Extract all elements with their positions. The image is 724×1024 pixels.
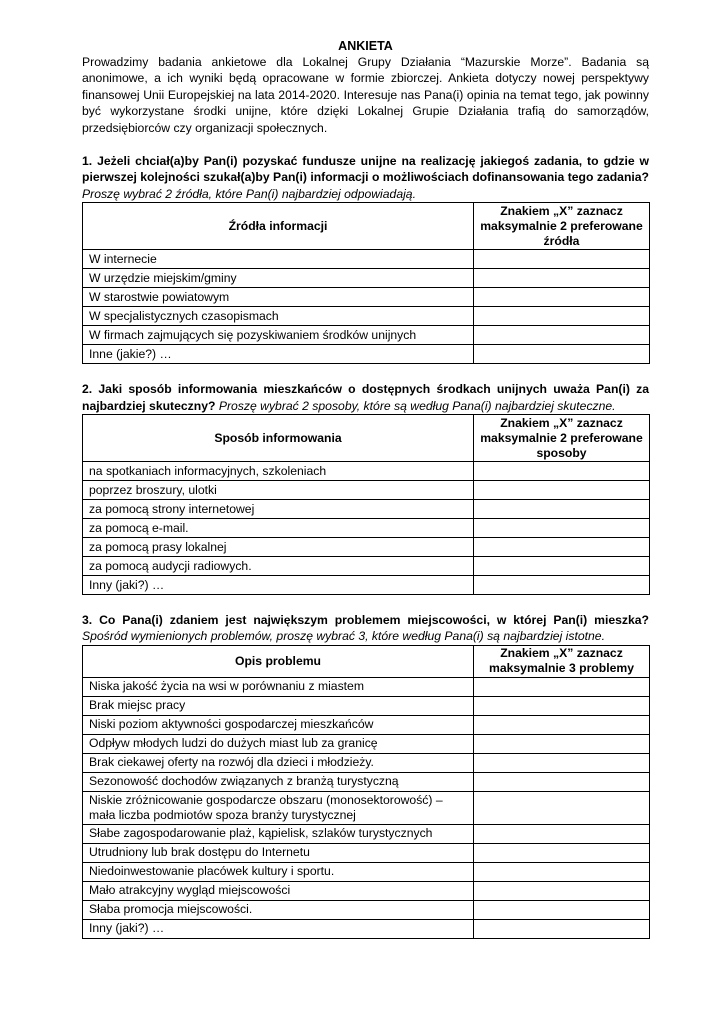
question-1-table — [82, 202, 650, 364]
table-row — [83, 288, 650, 307]
table-row — [83, 326, 650, 345]
table-row — [83, 538, 650, 557]
q2-option-label: za pomocą prasy lokalnej — [83, 538, 474, 557]
q3-option-label: Sezonowość dochodów związanych z branżą turystyczną — [83, 772, 474, 791]
q3-option-checkbox[interactable] — [474, 791, 650, 824]
q1-option-checkbox[interactable] — [474, 250, 650, 269]
q2-option-label: za pomocą e-mail. — [83, 519, 474, 538]
question-3-text: 3. Co Pana(i) zdaniem jest największym problemem miejscowości, w której Pan(i) mieszka? — [82, 613, 649, 628]
q3-option-checkbox[interactable] — [474, 677, 650, 696]
q3-option-label: Słaba promocja miejscowości. — [83, 900, 474, 919]
table-row — [83, 696, 650, 715]
q3-header-problem: Opis problemu — [83, 645, 474, 677]
q1-option-label: Inne (jakie?) … — [83, 345, 474, 364]
q3-option-label: Utrudniony lub brak dostępu do Internetu — [83, 843, 474, 862]
q2-option-label: Inny (jaki?) … — [83, 576, 474, 595]
q3-option-label: Niski poziom aktywności gospodarczej mieszkańców — [83, 715, 474, 734]
q3-option-label: Brak miejsc pracy — [83, 696, 474, 715]
q1-option-label: W specjalistycznych czasopismach — [83, 307, 474, 326]
q2-option-checkbox[interactable] — [474, 538, 650, 557]
question-1-instruction: Proszę wybrać 2 źródła, które Pan(i) najbardziej odpowiadają. — [82, 186, 416, 201]
question-3 — [82, 612, 649, 645]
q1-header-mark: Znakiem „X” zaznacz maksymalnie 2 preferowane źródła — [474, 203, 650, 250]
q3-option-label: Brak ciekawej oferty na rozwój dla dzieci i młodzieży. — [83, 753, 474, 772]
table-row — [83, 862, 650, 881]
q2-option-checkbox[interactable] — [474, 519, 650, 538]
q2-header-mark: Znakiem „X” zaznacz maksymalnie 2 preferowane sposoby — [474, 415, 650, 462]
table-row — [83, 919, 650, 938]
table-row — [83, 843, 650, 862]
q3-option-checkbox[interactable] — [474, 843, 650, 862]
question-2 — [82, 381, 649, 414]
table-row — [83, 881, 650, 900]
q3-option-checkbox[interactable] — [474, 862, 650, 881]
q3-option-label: Niska jakość życia na wsi w porównaniu z miastem — [83, 677, 474, 696]
table-row — [83, 269, 650, 288]
table-row — [83, 900, 650, 919]
q3-option-checkbox[interactable] — [474, 715, 650, 734]
q3-option-checkbox[interactable] — [474, 696, 650, 715]
q3-option-label: Inny (jaki?) … — [83, 919, 474, 938]
q3-option-label: Niskie zróżnicowanie gospodarcze obszaru (monosektorowość) – mała liczba podmiotów spoza branży turystycznej — [83, 791, 474, 824]
table-row — [83, 576, 650, 595]
page-title: ANKIETA — [338, 39, 393, 53]
q3-option-checkbox[interactable] — [474, 919, 650, 938]
q2-option-label: poprzez broszury, ulotki — [83, 481, 474, 500]
survey-page — [82, 38, 649, 939]
q3-option-checkbox[interactable] — [474, 753, 650, 772]
q3-option-label: Słabe zagospodarowanie plaż, kąpielisk, szlaków turystycznych — [83, 824, 474, 843]
question-2-text: 2. Jaki sposób informowania mieszkańców o dostępnych środkach unijnych uważa Pan(i) za najbardziej skuteczny? — [82, 382, 649, 413]
q1-option-label: W starostwie powiatowym — [83, 288, 474, 307]
table-row — [83, 753, 650, 772]
q2-option-label: za pomocą strony internetowej — [83, 500, 474, 519]
q3-option-checkbox[interactable] — [474, 734, 650, 753]
table-row — [83, 715, 650, 734]
table-row — [83, 250, 650, 269]
table-row — [83, 772, 650, 791]
q3-option-checkbox[interactable] — [474, 824, 650, 843]
q1-option-checkbox[interactable] — [474, 307, 650, 326]
table-row — [83, 462, 650, 481]
table-row — [83, 791, 650, 824]
table-row — [83, 824, 650, 843]
q2-option-checkbox[interactable] — [474, 576, 650, 595]
q1-option-checkbox[interactable] — [474, 269, 650, 288]
table-row — [83, 734, 650, 753]
q3-header-mark: Znakiem „X” zaznacz maksymalnie 3 problemy — [474, 645, 650, 677]
table-row — [83, 481, 650, 500]
q1-option-label: W firmach zajmujących się pozyskiwaniem środków unijnych — [83, 326, 474, 345]
table-row — [83, 345, 650, 364]
q1-option-label: W urzędzie miejskim/gminy — [83, 269, 474, 288]
q2-option-checkbox[interactable] — [474, 462, 650, 481]
table-row — [83, 677, 650, 696]
q3-option-label: Odpływ młodych ludzi do dużych miast lub za granicę — [83, 734, 474, 753]
question-2-instruction: Proszę wybrać 2 sposoby, które są według Pana(i) najbardziej skuteczne. — [218, 398, 616, 413]
question-1-text: 1. Jeżeli chciał(a)by Pan(i) pozyskać fundusze unijne na realizację jakiegoś zadania, to gdzie w pierwszej kolejności szukał(a)by Pan(i) informacji o możliwościach dofinansowania tego zadania? — [82, 154, 649, 185]
intro-paragraph: Prowadzimy badania ankietowe dla Lokalnej Grupy Działania “Mazurskie Morze”. Badania są anonimowe, a ich wyniki będą opracowane w formie zbiorczej. Ankieta dotyczy nowej perspektywy finansowej Unii Europejskiej na lata 2014-2020. Interesuje nas Pana(i) opinia na temat tego, jak powinny być wykorzystane środki unijne, które dzięki Lokalnej Grupie Działania trafią do samorządów, przedsiębiorców czy organizacji społecznych. — [82, 55, 649, 135]
q3-option-checkbox[interactable] — [474, 900, 650, 919]
table-row — [83, 519, 650, 538]
q3-option-label: Mało atrakcyjny wygląd miejscowości — [83, 881, 474, 900]
table-row — [83, 500, 650, 519]
q1-option-label: W internecie — [83, 250, 474, 269]
table-row — [83, 307, 650, 326]
q2-option-checkbox[interactable] — [474, 557, 650, 576]
question-1 — [82, 153, 649, 202]
q3-option-checkbox[interactable] — [474, 772, 650, 791]
q1-option-checkbox[interactable] — [474, 288, 650, 307]
q2-option-label: na spotkaniach informacyjnych, szkoleniach — [83, 462, 474, 481]
q2-option-checkbox[interactable] — [474, 481, 650, 500]
question-3-table — [82, 645, 650, 939]
table-row — [83, 557, 650, 576]
q3-option-label: Niedoinwestowanie placówek kultury i sportu. — [83, 862, 474, 881]
q2-option-checkbox[interactable] — [474, 500, 650, 519]
question-3-instruction: Spośród wymienionych problemów, proszę wybrać 3, które według Pana(i) są najbardziej istotne. — [82, 629, 605, 644]
q1-option-checkbox[interactable] — [474, 345, 650, 364]
q1-option-checkbox[interactable] — [474, 326, 650, 345]
q2-option-label: za pomocą audycji radiowych. — [83, 557, 474, 576]
question-2-table — [82, 414, 650, 595]
q1-header-sources: Źródła informacji — [83, 203, 474, 250]
q2-header-method: Sposób informowania — [83, 415, 474, 462]
q3-option-checkbox[interactable] — [474, 881, 650, 900]
